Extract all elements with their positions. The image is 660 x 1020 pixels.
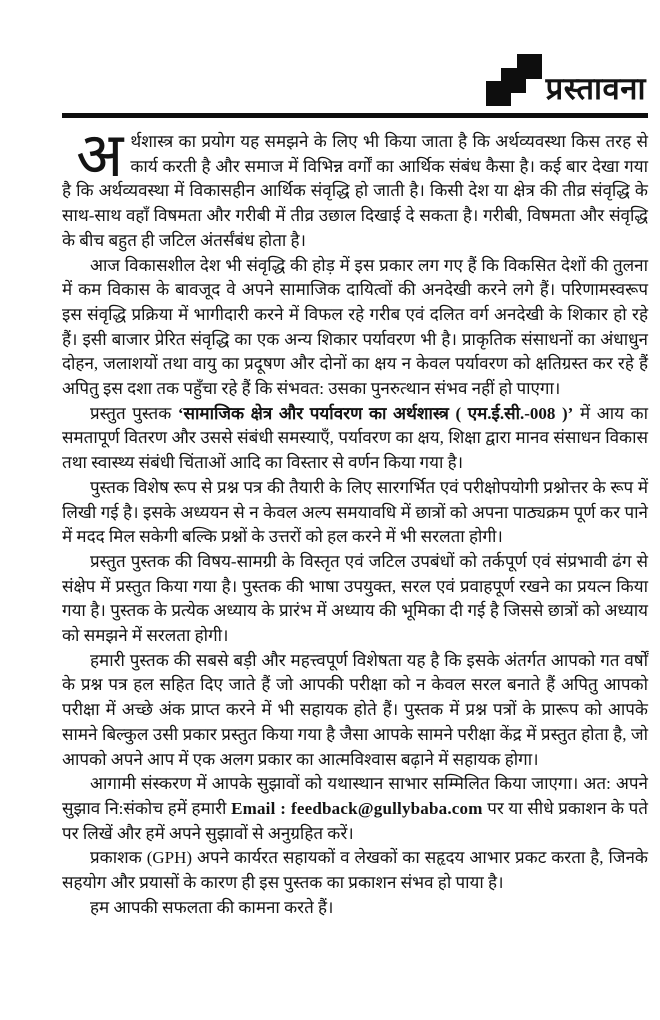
paragraph-9 (62, 896, 648, 921)
email-text: Email : feedback@gullybaba.com (231, 798, 483, 818)
paragraph-2-text: आज विकासशील देश भी संवृद्धि की होड़ में इस प्रकार लग गए हैं कि विकसित देशों की तुलना में कम विकास के बावजूद वे अपने सामाजिक दायित्वों की अनदेखी करने लगे हैं। परिणामस्वरूप इस संवृद्धि प्रक्रिया में भागीदारी करने में विफल रहे गरीब एवं दलित वर्ग अनदेखी के शिकार हो रहे हैं। इसी बाजार प्रेरित संवृद्धि का एक अन्य शिकार पर्यावरण भी है। प्राकृतिक संसाधनों का अंधाधुन दोहन, जलाशयों तथा वायु का प्रदूषण और दोनों का क्षय न केवल पर्यावरण को क्षतिग्रस्त कर रहे हैं अपितु इस दशा तक पहुँचा रहे हैं कि संभवत: उसका पुनरुत्थान संभव नहीं हो पाएगा। (62, 255, 648, 399)
paragraph-6-text: हमारी पुस्तक की सबसे बड़ी और महत्त्वपूर्ण विशेषता यह है कि इसके अंतर्गत आपको गत वर्षों के प्रश्न पत्र हल सहित दिए जाते हैं जो आपकी परीक्षा को न केवल सरल बनाते हैं अपितु आपको परीक्षा में अच्छे अंक प्राप्त करने में भी सहायक होते हैं। पुस्तक में प्रश्न पत्रों के प्रारूप को आपके सामने बिल्कुल उसी प्रकार प्रस्तुत किया गया है जैसा आपके सामने परीक्षा केंद्र में प्रस्तुत होता है, जो आपको अपने आप में एक अलग प्रकार का आत्मविश्वास बढ़ाने में सहायक होगा। (62, 650, 648, 769)
preface-body (62, 122, 649, 921)
paragraph-1-text: र्थशास्त्र का प्रयोग यह समझने के लिए भी किया जाता है कि अर्थव्यवस्था किस तरह से कार्य करती है और समाज में विभिन्न वर्गों का आर्थिक संबंध कैसा है। कई बार देखा गया है कि अर्थव्यवस्था में विकासहीन आर्थिक संवृद्धि हो जाती है। किसी देश या क्षेत्र की तीव्र संवृद्धि के साथ-साथ वहाँ विषमता और गरीबी में तीव्र उछाल दिखाई दे सकता है। गरीबी, विषमता और संवृद्धि के बीच बहुत ही जटिल अंतर्संबंध होता है। (62, 132, 648, 250)
paragraph-4-text: पुस्तक विशेष रूप से प्रश्न पत्र की तैयारी के लिए सारगर्भित एवं परीक्षोपयोगी प्रश्नोत्तर के रूप में लिखी गई है। इसके अध्ययन से न केवल अल्प समयावधि में छात्रों को अपना पाठ्यक्रम पूर्ण कर पाने में मदद मिल सकेगी बल्कि प्रश्नों के उत्तरों को हल करने में भी सरलता होगी। (62, 477, 648, 547)
paragraph-8 (62, 846, 648, 895)
paragraph-9-text: हम आपकी सफलता की कामना करते हैं। (90, 897, 334, 917)
paragraph-2 (62, 254, 648, 402)
page-header (486, 54, 646, 106)
page-title: प्रस्तावना (545, 71, 646, 107)
paragraph-8-text: प्रकाशक (GPH) अपने कार्यरत सहायकों व लेखकों का सहृदय आभार प्रकट करता है, जिनके सहयोग और प्रयासों के कारण ही इस पुस्तक का प्रकाशन संभव हो पाया है। (62, 848, 648, 893)
paragraph-7-post: पर या सीधे प्रकाशन के पते पर लिखें और हमें अपने सुझावों से अनुग्रहित करें। (62, 798, 648, 843)
paragraph-5-text: प्रस्तुत पुस्तक की विषय-सामग्री के विस्तृत एवं जटिल उपबंधों को तर्कपूर्ण एवं संप्रभावी ढंग से संक्षेप में प्रस्तुत किया गया है। पुस्तक की भाषा उपयुक्त, सरल एवं प्रवाहपूर्ण रखने का प्रयत्न किया गया है। पुस्तक के प्रत्येक अध्याय के प्रारंभ में अध्याय की भूमिका दी गई है जिससे छात्रों को अध्याय को समझने में सरलता होगी। (62, 551, 648, 646)
paragraph-1 (62, 122, 648, 254)
dropcap-letter: अ (76, 122, 124, 190)
paragraph-3-post: में आय का समतापूर्ण वितरण और उससे संबंधी समस्याएँ, पर्यावरण का क्षय, शिक्षा द्वारा मानव संसाधन विकास तथा स्वास्थ्य संबंधी चिंताओं आदि का विस्तार से वर्णन किया गया है। (62, 403, 649, 473)
paragraph-5 (62, 550, 648, 649)
paragraph-4 (62, 476, 648, 550)
book-title-bold: ‘सामाजिक क्षेत्र और पर्यावरण का अर्थशास्त्र ( एम.ई.सी.-008 )’ (177, 403, 574, 423)
header-rule (62, 113, 648, 118)
paragraph-7 (62, 772, 648, 846)
paragraph-6 (62, 649, 648, 773)
stair-steps-icon (486, 54, 542, 106)
paragraph-3 (62, 402, 648, 476)
paragraph-7-pre: आगामी संस्करण में आपके सुझावों को यथास्थान साभार सम्मिलित किया जाएगा। अत: अपने सुझाव नि:संकोच हमें हमारी (62, 774, 648, 818)
paragraph-3-pre: प्रस्तुत पुस्तक (90, 403, 178, 423)
